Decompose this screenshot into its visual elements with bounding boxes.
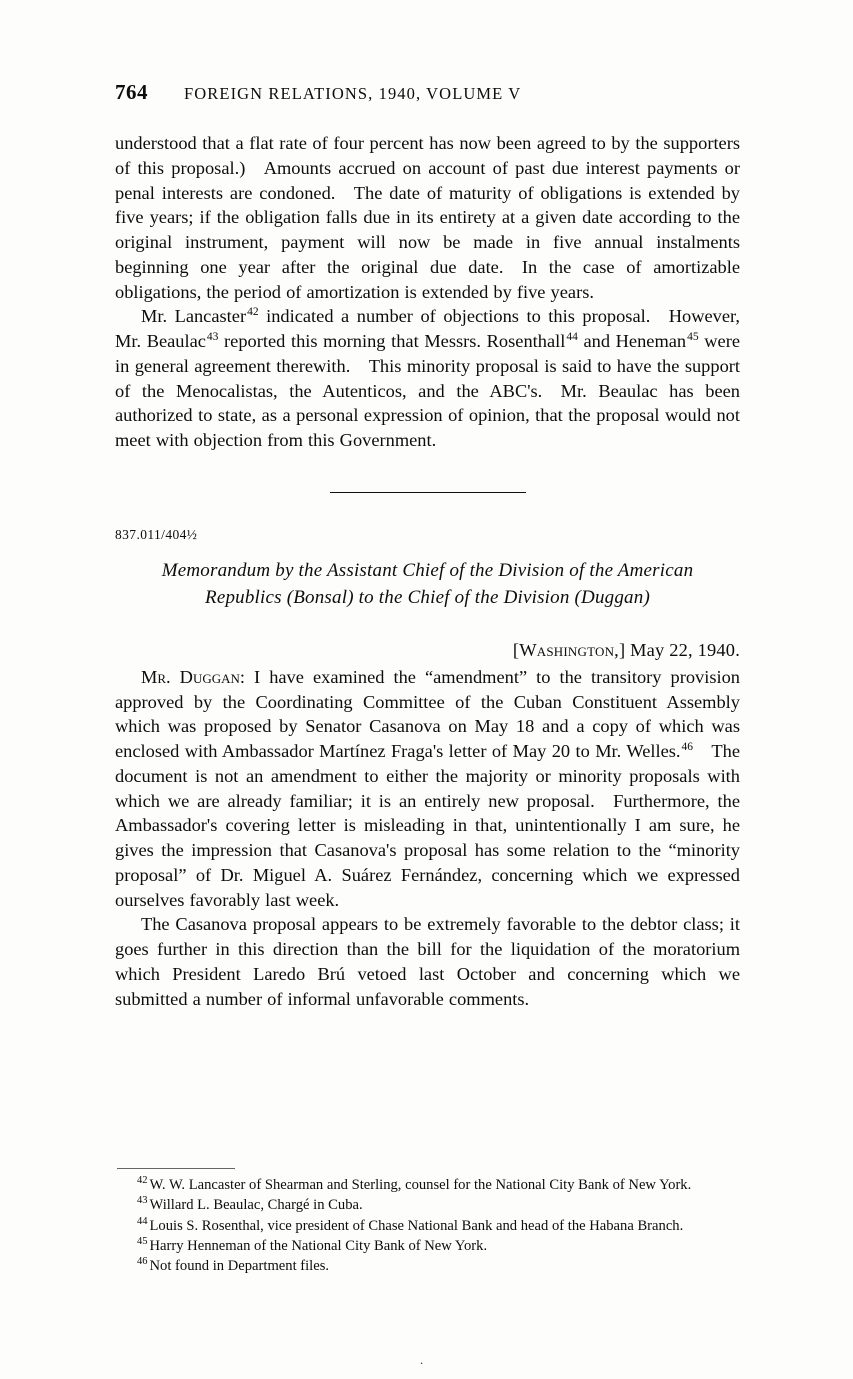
horizontal-rule (330, 492, 526, 493)
text-segment: I have examined the “amendment” to the transitory provision approved by the Coordinating Committee of the Cuban Constituent Assembly which was proposed by Senator Casanova on May 18 and a copy of which was enclosed with Ambassador Martínez Fraga's letter of May 20 to Mr. Welles. (115, 666, 740, 762)
document-title-line-2: Republics (Bonsal) to the Chief of the Division (Duggan) (205, 587, 650, 609)
paragraph-lancaster (115, 304, 740, 453)
footnote-text: Louis S. Rosenthal, vice president of Chase National Bank and head of the Habana Branch. (149, 1217, 684, 1234)
footnote-ref-42[interactable]: 42 (247, 306, 259, 319)
footnote-separator-rule (117, 1168, 235, 1169)
footnote-45 (115, 1237, 755, 1256)
footnote-42 (115, 1176, 755, 1195)
dateline-date: May 22, 1940. (630, 639, 740, 660)
footnote-number: 46 (137, 1256, 148, 1268)
footnote-ref-43[interactable]: 43 (206, 330, 219, 343)
text-segment: were in general agreement therewith. This minority proposal is said to have the support of the Menocalistas, the Autenticos, and the ABC's. Mr. Beaulac has been authorized to state, as a personal expression of opinion, that the proposal would not meet with objection from this Government. (115, 331, 740, 450)
running-title: FOREIGN RELATIONS, 1940, VOLUME V (184, 84, 522, 103)
paragraph-continued: understood that a flat rate of four percent has now been agreed to by the supporters of this proposal.) Amounts accrued on account of past due interest payments or penal interests are condoned. The date of maturity of obligations is extended by five years; if the obligation falls due in its entirety at a given date according to the original instrument, payment will now be made in five annual instalments beginning one year after the original due date. In the case of amortizable obligations, the period of amortization is extended by five years. (115, 133, 740, 302)
footnote-number: 43 (137, 1195, 148, 1207)
page-content (115, 80, 740, 1011)
footnote-number: 44 (137, 1215, 148, 1227)
footnote-44 (115, 1217, 755, 1236)
text-segment: indicated a number of objections to this proposal. However, Mr. Beaulac (115, 306, 740, 351)
footnote-text: Willard L. Beaulac, Chargé in Cuba. (149, 1197, 363, 1214)
document-title-line-1: Memorandum by the Assistant Chief of the Division of the American (161, 559, 694, 581)
text-segment: The document is not an amendment to either the majority or minority proposals with which we are already familiar; it is an entirely new proposal. Furthermore, the Ambassador's covering letter is misleading in that, unintentionally I am sure, he gives the impression that Casanova's proposal has some relation to the “minority proposal” of Dr. Miguel A. Suárez Fernández, concerning which we expressed ourselves favorably last week. (115, 741, 740, 910)
document-title (115, 557, 740, 612)
dateline-place: [Washington,] (512, 639, 626, 660)
text-segment: and Heneman (577, 331, 687, 351)
footnotes-block (115, 1168, 755, 1277)
page-header (115, 80, 740, 105)
footnote-number: 42 (137, 1175, 148, 1187)
footnote-number: 45 (137, 1235, 148, 1247)
dateline (115, 640, 740, 661)
footnote-ref-46[interactable]: 46 (681, 740, 694, 753)
footnote-ref-45[interactable]: 45 (687, 330, 699, 343)
page-number: 764 (115, 80, 148, 104)
memo-paragraph-2: The Casanova proposal appears to be extremely favorable to the debtor class; it goes further in this direction than the bill for the liquidation of the moratorium which President Laredo Brú vetoed last October and concerning which we submitted a number of informal unfavorable comments. (115, 914, 740, 1009)
salutation: Mr. Duggan: (141, 666, 245, 687)
footnote-text: Harry Henneman of the National City Bank of New York. (149, 1237, 488, 1254)
page-tail-mark: . (420, 1352, 424, 1367)
footnote-text: W. W. Lancaster of Shearman and Sterling, counsel for the National City Bank of New York. (149, 1177, 692, 1193)
footnote-46 (115, 1257, 755, 1276)
text-segment: reported this morning that Messrs. Rosenthall (218, 331, 566, 351)
text-segment: Mr. Lancaster (141, 306, 247, 327)
footnote-43 (115, 1196, 755, 1215)
memo-paragraph-1 (115, 665, 740, 913)
footnote-text: Not found in Department files. (149, 1258, 330, 1274)
footnote-ref-44[interactable]: 44 (566, 330, 578, 343)
section-divider (115, 483, 740, 501)
file-code: 837.011/404½ (115, 526, 198, 542)
